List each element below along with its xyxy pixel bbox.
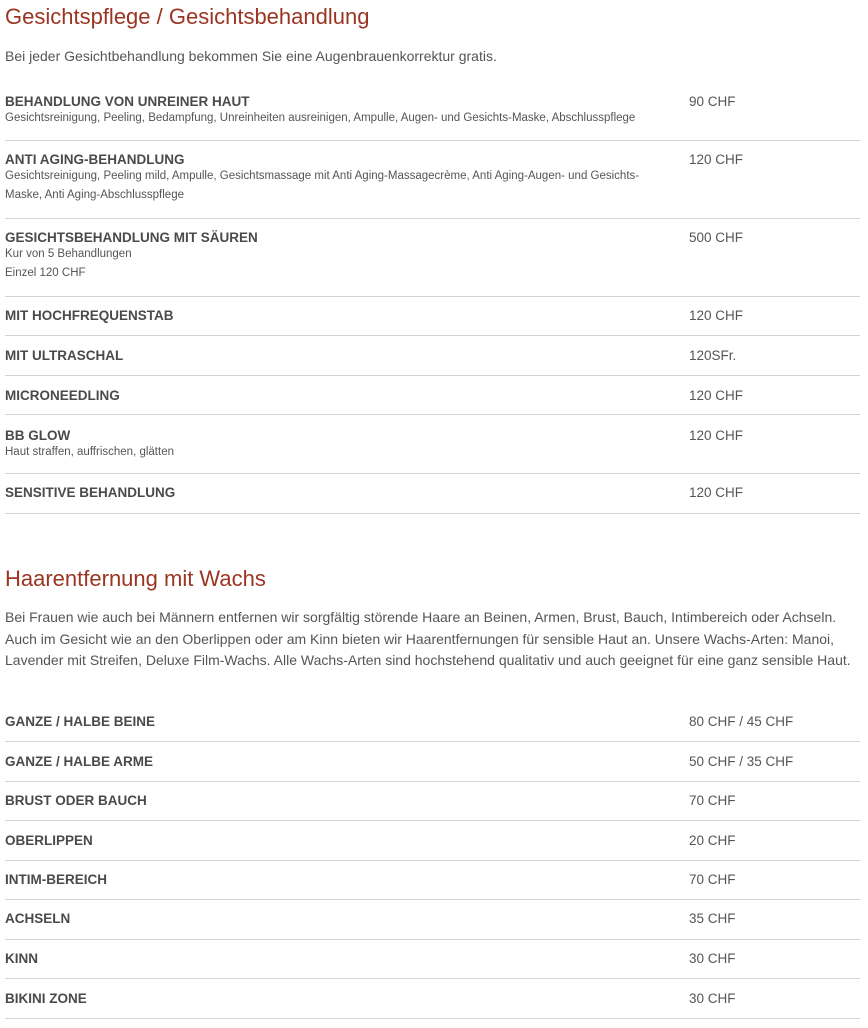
price-table-facial bbox=[5, 84, 860, 514]
table-row bbox=[5, 861, 860, 900]
section-intro-waxing: Bei Frauen wie auch bei Männern entfernen wir sorgfältig störende Haare an Beinen, Armen, Brust, Bauch, Intimbereich oder Achseln. Auch im Gesicht wie an den Oberlippen oder am Kinn bieten wir Haarentfernungen für sensible Haut an. Unsere Wachs-Arten: Manoi, Lavender mit Streifen, Deluxe Film-Wachs. Alle Wachs-Arten sind hochstehend qualitativ und auch geeignet für eine ganz sensible Haut. bbox=[5, 609, 851, 668]
service-price: 500 CHF bbox=[689, 230, 744, 245]
service-description: Gesichtsreinigung, Peeling mild, Ampulle, Gesichtsmassage mit Anti Aging-Massagecrème, Anti Aging-Augen- und Gesichts- bbox=[5, 170, 640, 182]
service-name: BB GLOW bbox=[5, 428, 71, 443]
service-name: BIKINI ZONE bbox=[5, 991, 87, 1006]
service-price: 90 CHF bbox=[689, 94, 736, 109]
table-row bbox=[5, 376, 860, 415]
table-row bbox=[5, 297, 860, 336]
table-row bbox=[5, 219, 860, 297]
service-price: 30 CHF bbox=[689, 951, 736, 966]
table-row bbox=[5, 940, 860, 979]
service-price: 50 CHF / 35 CHF bbox=[689, 754, 794, 769]
service-description: Haut straffen, auffrischen, glätten bbox=[5, 446, 174, 458]
service-name: GANZE / HALBE ARME bbox=[5, 754, 153, 769]
service-name: MIT ULTRASCHAL bbox=[5, 348, 124, 363]
table-row bbox=[5, 782, 860, 821]
service-description: Maske, Anti Aging-Abschlusspflege bbox=[5, 189, 184, 201]
service-name: OBERLIPPEN bbox=[5, 833, 93, 848]
service-price: 70 CHF bbox=[689, 872, 736, 887]
price-table-waxing bbox=[5, 702, 860, 1019]
service-name: SENSITIVE BEHANDLUNG bbox=[5, 485, 176, 500]
service-name: ACHSELN bbox=[5, 911, 71, 926]
service-name: BEHANDLUNG VON UNREINER HAUT bbox=[5, 94, 250, 109]
table-row bbox=[5, 336, 860, 376]
service-name: MIT HOCHFREQUENSTAB bbox=[5, 308, 174, 323]
service-price: 120 CHF bbox=[689, 428, 744, 443]
table-row bbox=[5, 821, 860, 861]
service-price: 30 CHF bbox=[689, 991, 736, 1006]
table-row bbox=[5, 415, 860, 474]
service-name: GESICHTSBEHANDLUNG MIT SÄUREN bbox=[5, 230, 258, 245]
table-row bbox=[5, 742, 860, 782]
section-title-waxing: Haarentfernung mit Wachs bbox=[5, 566, 266, 591]
section-title-facial: Gesichtspflege / Gesichtsbehandlung bbox=[5, 4, 370, 29]
service-price: 120 CHF bbox=[689, 388, 744, 403]
service-name: ANTI AGING-BEHANDLUNG bbox=[5, 152, 185, 167]
service-price: 20 CHF bbox=[689, 833, 736, 848]
service-description: Gesichtsreinigung, Peeling, Bedampfung, Unreinheiten ausreinigen, Ampulle, Augen- und Gesichts-Maske, Abschlusspflege bbox=[5, 112, 636, 124]
service-price: 35 CHF bbox=[689, 911, 736, 926]
service-name: KINN bbox=[5, 951, 38, 966]
table-row bbox=[5, 702, 860, 742]
table-row bbox=[5, 84, 860, 141]
service-name: INTIM-BEREICH bbox=[5, 872, 107, 887]
table-row bbox=[5, 141, 860, 219]
section-intro-facial: Bei jeder Gesichtbehandlung bekommen Sie eine Augenbrauenkorrektur gratis. bbox=[5, 48, 497, 64]
table-row bbox=[5, 900, 860, 940]
service-price: 120 CHF bbox=[689, 485, 744, 500]
service-name: BRUST ODER BAUCH bbox=[5, 793, 147, 808]
service-price: 120 CHF bbox=[689, 152, 744, 167]
service-description: Einzel 120 CHF bbox=[5, 267, 86, 279]
service-price: 80 CHF / 45 CHF bbox=[689, 714, 794, 729]
service-name: MICRONEEDLING bbox=[5, 388, 120, 403]
table-row bbox=[5, 979, 860, 1019]
service-name: GANZE / HALBE BEINE bbox=[5, 714, 156, 729]
service-price: 70 CHF bbox=[689, 793, 736, 808]
service-price: 120 CHF bbox=[689, 308, 744, 323]
service-description: Kur von 5 Behandlungen bbox=[5, 248, 132, 260]
table-row bbox=[5, 474, 860, 514]
service-price: 120SFr. bbox=[689, 348, 737, 363]
